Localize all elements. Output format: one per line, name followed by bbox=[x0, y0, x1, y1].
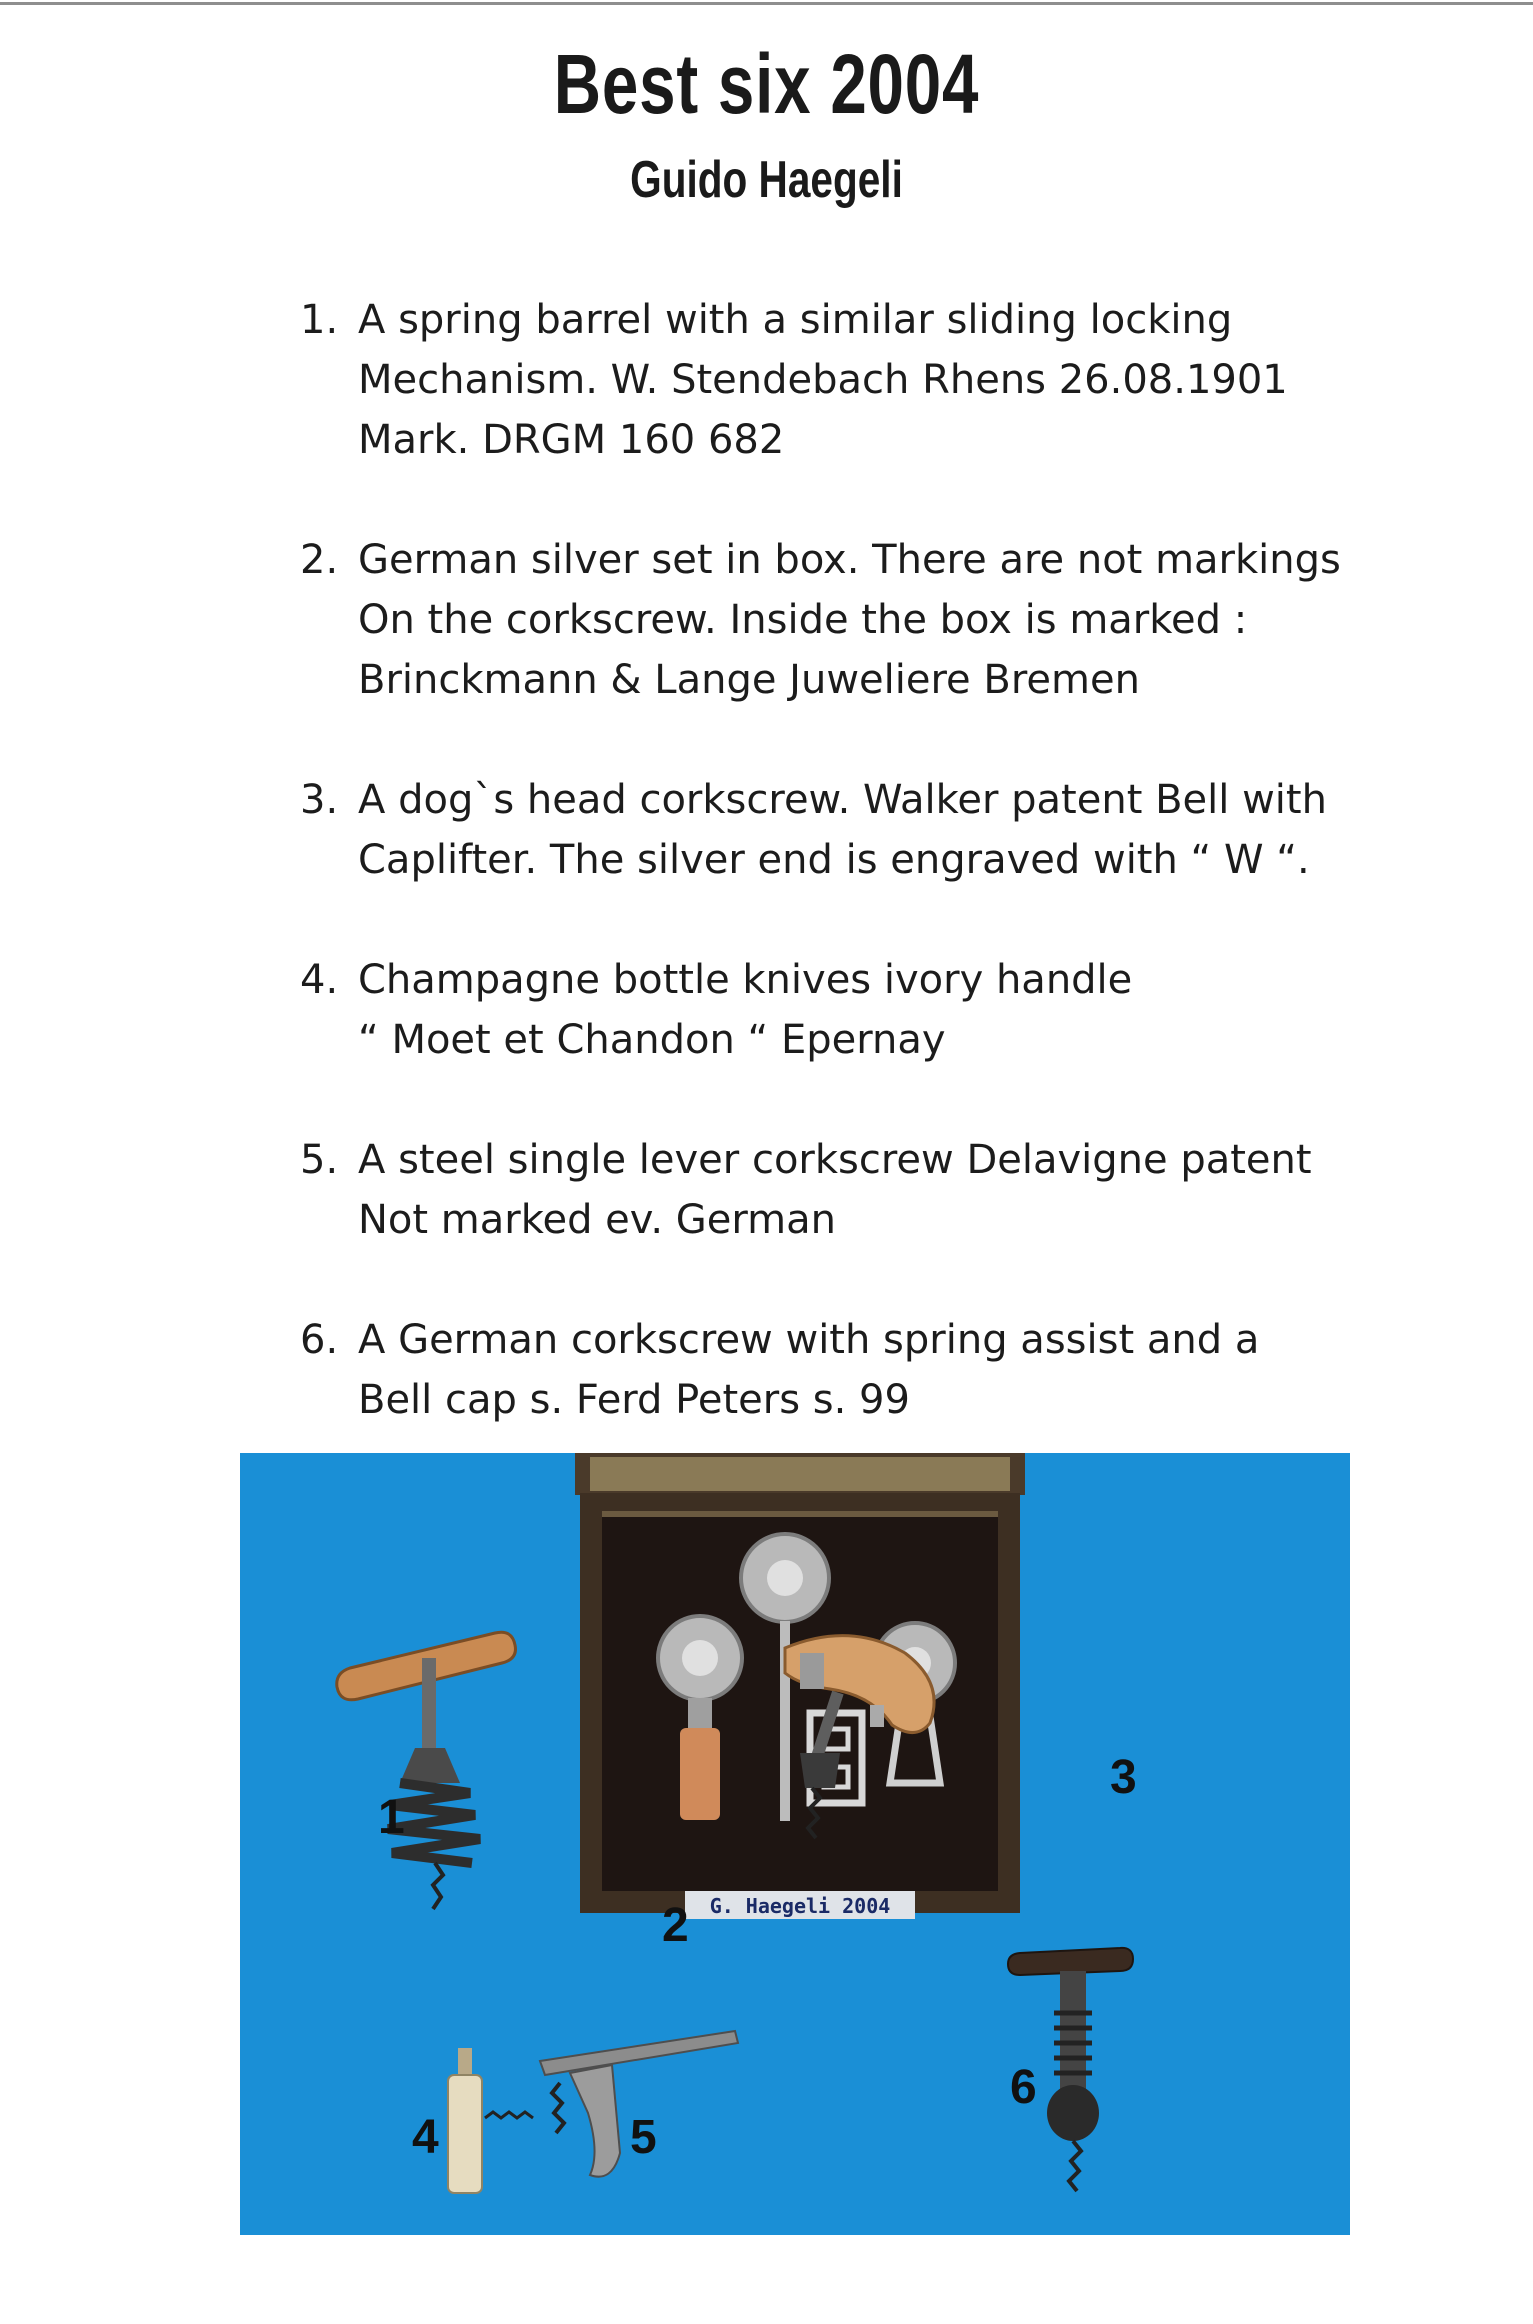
item-text bbox=[358, 1130, 1380, 1250]
list-item bbox=[300, 290, 1380, 530]
item-line: German silver set in box. There are not markings bbox=[358, 537, 1341, 583]
photo-caption: G. Haegeli 2004 bbox=[709, 1894, 891, 1918]
item-number: 1. bbox=[300, 297, 339, 343]
item-line: Champagne bottle knives ivory handle bbox=[358, 957, 1133, 1003]
item-line: “ Moet et Chandon “ Epernay bbox=[358, 1017, 946, 1063]
item-line: Not marked ev. German bbox=[358, 1197, 836, 1243]
item-text bbox=[358, 530, 1380, 710]
photo-illustration bbox=[240, 1453, 1350, 2235]
list-item bbox=[300, 1310, 1380, 1450]
item-line: A steel single lever corkscrew Delavigne patent bbox=[358, 1137, 1312, 1183]
item-text bbox=[358, 290, 1380, 470]
item-number: 6. bbox=[300, 1317, 339, 1363]
list-item bbox=[300, 770, 1380, 950]
list-item bbox=[300, 950, 1380, 1130]
list-item bbox=[300, 1130, 1380, 1310]
item-number: 4. bbox=[300, 957, 339, 1003]
item-line: Mark. DRGM 160 682 bbox=[358, 417, 785, 463]
item-line: A dog`s head corkscrew. Walker patent Bell with bbox=[358, 777, 1327, 823]
photo-label-3: 3 bbox=[1110, 1751, 1137, 1804]
item-line: A spring barrel with a similar sliding locking bbox=[358, 297, 1233, 343]
top-rule bbox=[0, 2, 1533, 5]
photo-label-2: 2 bbox=[662, 1899, 689, 1952]
author-name: Guido Haegeli bbox=[630, 151, 903, 209]
item-number: 5. bbox=[300, 1137, 339, 1183]
item-number: 3. bbox=[300, 777, 339, 823]
item-line: On the corkscrew. Inside the box is marked : bbox=[358, 597, 1248, 643]
photo-label-6: 6 bbox=[1010, 2061, 1037, 2114]
photo-label-5: 5 bbox=[630, 2111, 657, 2164]
corkscrew-1 bbox=[337, 1632, 516, 1909]
page-title: Best six 2004 bbox=[553, 37, 980, 131]
photo-label-1: 1 bbox=[378, 1791, 405, 1844]
item-list bbox=[300, 290, 1380, 1450]
photo-label-4: 4 bbox=[412, 2111, 439, 2164]
item-line: Caplifter. The silver end is engraved with “ W “. bbox=[358, 837, 1310, 883]
item-line: Bell cap s. Ferd Peters s. 99 bbox=[358, 1377, 910, 1423]
item-line: A German corkscrew with spring assist and a bbox=[358, 1317, 1260, 1363]
item-line: Brinckmann & Lange Juweliere Bremen bbox=[358, 657, 1140, 703]
champagne-knife-4 bbox=[448, 2048, 533, 2193]
item-number: 2. bbox=[300, 537, 339, 583]
item-line: Mechanism. W. Stendebach Rhens 26.08.1901 bbox=[358, 357, 1288, 403]
item-text bbox=[358, 950, 1380, 1070]
collection-photo bbox=[240, 1453, 1350, 2235]
item-text bbox=[358, 1310, 1380, 1430]
item-text bbox=[358, 770, 1380, 890]
list-item bbox=[300, 530, 1380, 770]
